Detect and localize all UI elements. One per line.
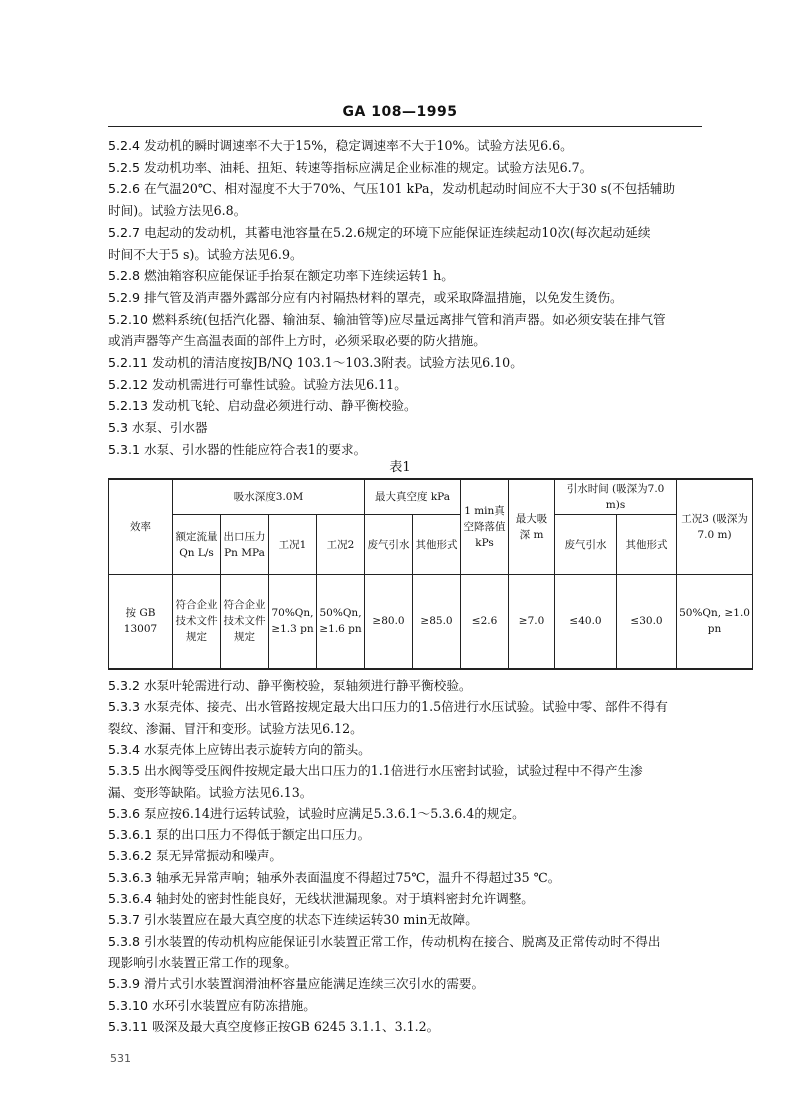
clause-number: 5.3.4 [108, 741, 145, 757]
clause-text: 出水阀等受压阀件按规定最大出口压力的1.1倍进行水压密封试验，试验过程中不得产生渗 [144, 763, 643, 779]
th-vacuum-drop: 1 min真空降落值 kPs [461, 479, 509, 575]
td-outlet-pressure: 符合企业技术文件规定 [221, 575, 269, 669]
td-efficiency: 按 GB 13007 [109, 575, 173, 669]
clause-number: 5.3.11 [108, 1018, 153, 1034]
clause-line [108, 311, 702, 329]
td-vacuum-drop: ≤2.6 [461, 575, 509, 669]
clause-number: 5.3.6.2 [108, 848, 157, 864]
clause-text: 水泵、引水器的性能应符合表1的要求。 [144, 441, 367, 457]
clause-number: 5.2.5 [108, 159, 145, 175]
clause-number: 5.3.9 [108, 976, 145, 992]
clause-number: 5.2.7 [108, 224, 145, 240]
clause-text: 引水装置的传动机构应能保证引水装置正常工作，传动机构在接合、脱离及正常传动时不得出 [144, 933, 661, 949]
clause-line [108, 954, 702, 972]
standard-header: GA 108—1995 [342, 104, 458, 120]
clause-number: 5.2.6 [108, 181, 145, 197]
clause-number: 5.3.3 [108, 699, 145, 715]
clause-text: 水泵、引水器 [132, 420, 208, 436]
clause-line [108, 1018, 702, 1036]
clause-line [108, 267, 702, 285]
clause-line [108, 890, 702, 908]
th-max-suction: 最大吸深 m [509, 479, 555, 575]
clause-number: 5.3.6.4 [108, 891, 157, 906]
clause-number: 5.3.6.1 [108, 827, 157, 843]
th-priming-exhaust: 废气引水 [555, 515, 617, 575]
header-rule [108, 126, 702, 127]
th-suction-depth: 吸水深度3.0M [173, 479, 365, 515]
th-outlet-pressure: 出口压力Pn MPa [221, 515, 269, 575]
th-vacuum-other: 其他形式 [413, 515, 461, 575]
clause-line [108, 159, 702, 177]
clause-number: 5.3 [108, 420, 133, 436]
clause-number: 5.3.10 [108, 997, 153, 1013]
clause-line [108, 975, 702, 993]
clause-number: 5.2.11 [108, 355, 153, 370]
clause-number: 5.3.5 [108, 763, 145, 779]
clause-line [108, 376, 702, 394]
clause-line [108, 397, 702, 415]
clause-text: 滑片式引水装置润滑油杯容量应能满足连续三次引水的需要。 [144, 976, 485, 992]
clause-line [108, 784, 702, 802]
clause-text: 轴封处的密封性能良好，无线状泄漏现象。对于填料密封允许调整。 [156, 891, 534, 906]
td-condition-1: 70%Qn, ≥1.3 pn [269, 575, 317, 669]
clause-number: 5.2.10 [108, 311, 153, 327]
clause-text: 燃油箱容积应能保证手抬泵在额定功率下连续运转1 h。 [144, 268, 454, 284]
clause-text: 在气温20℃、相对湿度不大于70%、气压101 kPa，发动机起动时间应不大于30 s(不包括辅助 [144, 181, 676, 197]
clause-number: 5.3.6.3 [108, 869, 157, 885]
clause-text: 引水装置应在最大真空度的状态下连续运转30 min无故障。 [144, 912, 478, 928]
clause-text: 或消声器等产生高温表面的部件上方时，必须采取必要的防火措施。 [108, 333, 486, 349]
clause-text: 水泵壳体、接壳、出水管路按规定最大出口压力的1.5倍进行水压试验。试验中零、部件不得有 [144, 699, 668, 715]
clause-line [108, 869, 702, 887]
clause-number: 5.2.12 [108, 376, 153, 392]
performance-table [108, 478, 753, 670]
clause-text: 泵应按6.14进行运转试验，试验时应满足5.3.6.1～5.3.6.4的规定。 [144, 805, 525, 821]
clause-text: 发动机飞轮、启动盘必须进行动、静平衡校验。 [152, 398, 417, 414]
th-vacuum-exhaust: 废气引水 [365, 515, 413, 575]
clause-number: 5.2.8 [108, 268, 145, 284]
th-max-vacuum: 最大真空度 kPa [365, 479, 461, 515]
clause-line [108, 698, 702, 716]
th-priming-other: 其他形式 [617, 515, 677, 575]
clause-number: 5.2.4 [108, 138, 145, 153]
clause-line [108, 741, 702, 759]
clause-line [108, 246, 702, 264]
clause-text: 泵的出口压力不得低于额定出口压力。 [156, 827, 371, 843]
td-vacuum-other: ≥85.0 [413, 575, 461, 669]
clause-number: 5.3.8 [108, 933, 145, 949]
td-condition-2: 50%Qn, ≥1.6 pn [317, 575, 365, 669]
td-condition-3: 50%Qn, ≥1.0 pn [677, 575, 753, 669]
clause-text: 泵无异常振动和噪声。 [156, 848, 283, 864]
clause-text: 现影响引水装置正常工作的现象。 [108, 954, 297, 970]
clause-line [108, 224, 702, 242]
clause-line [108, 826, 702, 844]
clause-line [108, 202, 702, 220]
clause-number: 5.3.7 [108, 912, 145, 928]
td-rated-flow: 符合企业技术文件规定 [173, 575, 221, 669]
clause-text: 排气管及消声器外露部分应有内衬隔热材料的罩壳，或采取降温措施，以免发生烫伤。 [144, 289, 623, 305]
clause-text: 电起动的发动机，其蓄电池容量在5.2.6规定的环境下应能保证连续起动10次(每次起动延续 [144, 224, 651, 240]
th-condition-2: 工况2 [317, 515, 365, 575]
clause-text: 燃料系统(包括汽化器、输油泵、输油管等)应尽量远离排气管和消声器。如必须安装在排气管 [152, 311, 666, 327]
clause-text: 漏、变形等缺陷。试验方法见6.13。 [108, 784, 313, 800]
clause-text: 水泵叶轮需进行动、静平衡校验，泵轴须进行静平衡校验。 [144, 678, 472, 693]
clause-line [108, 289, 702, 307]
table-caption: 表1 [389, 460, 411, 475]
clause-number: 5.3.6 [108, 805, 145, 821]
clause-line [108, 180, 702, 198]
clause-line [108, 933, 702, 951]
clause-text: 发动机需进行可靠性试验。试验方法见6.11。 [152, 376, 407, 392]
clause-text: 时间)。试验方法见6.8。 [108, 203, 247, 219]
clause-number: 5.2.9 [108, 289, 145, 305]
clause-line [108, 137, 702, 155]
clause-text: 发动机的瞬时调速率不大于15%，稳定调速率不大于10%。试验方法见6.6。 [144, 138, 573, 153]
clause-line [108, 805, 702, 823]
page-number: 531 [110, 1052, 131, 1065]
clause-text: 水环引水装置应有防冻措施。 [152, 997, 316, 1013]
clause-line [108, 419, 702, 437]
clause-number: 5.2.13 [108, 398, 153, 414]
td-max-suction: ≥7.0 [509, 575, 555, 669]
clause-text: 吸深及最大真空度修正按GB 6245 3.1.1、3.1.2。 [152, 1018, 440, 1034]
clause-line [108, 332, 702, 350]
clause-text: 时间不大于5 s)。试验方法见6.9。 [108, 246, 303, 262]
clause-line [108, 847, 702, 865]
clause-line [108, 762, 702, 780]
clause-line [108, 911, 702, 929]
clause-line [108, 354, 702, 372]
clause-line [108, 720, 702, 738]
clause-text: 发动机功率、油耗、扭矩、转速等指标应满足企业标准的规定。试验方法见6.7。 [144, 159, 593, 175]
td-priming-other: ≤30.0 [617, 575, 677, 669]
th-condition-1: 工况1 [269, 515, 317, 575]
clause-line [108, 997, 702, 1015]
clause-number: 5.3.1 [108, 441, 145, 457]
th-rated-flow: 额定流量Qn L/s [173, 515, 221, 575]
clause-text: 裂纹、渗漏、冒汗和变形。试验方法见6.12。 [108, 720, 363, 736]
clause-text: 发动机的清洁度按JB/NQ 103.1～103.3附表。试验方法见6.10。 [152, 355, 523, 370]
clause-text: 轴承无异常声响；轴承外表面温度不得超过75℃，温升不得超过35 ℃。 [156, 869, 561, 885]
clause-text: 水泵壳体上应铸出表示旋转方向的箭头。 [144, 741, 371, 757]
th-efficiency: 效率 [109, 479, 173, 575]
td-priming-exhaust: ≤40.0 [555, 575, 617, 669]
td-vacuum-exhaust: ≥80.0 [365, 575, 413, 669]
th-condition-3: 工况3 (吸深为7.0 m) [677, 479, 753, 575]
clause-line [108, 677, 702, 695]
th-priming-time: 引水时间 (吸深为7.0 m)s [555, 479, 677, 515]
clause-number: 5.3.2 [108, 678, 145, 693]
